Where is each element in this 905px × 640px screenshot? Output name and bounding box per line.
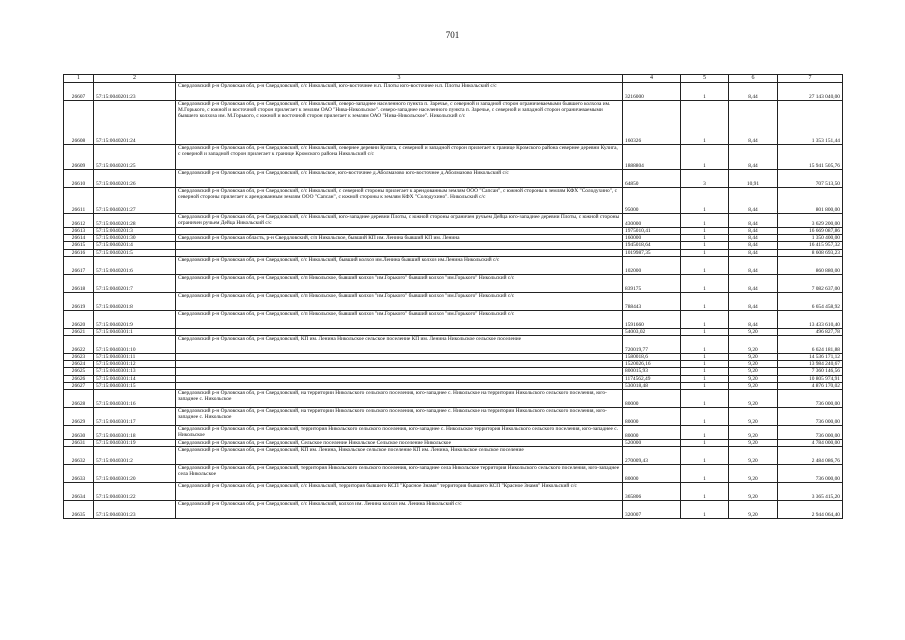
register-table: [63, 74, 843, 519]
area-value: 102000: [623, 256, 681, 274]
area-value: 160000: [623, 235, 681, 242]
rate-value: 9,20: [729, 440, 778, 447]
area-value: 1019987,35: [623, 249, 681, 256]
quality-group: 1: [681, 361, 729, 368]
row-number: 26607: [64, 83, 94, 101]
column-header-6: 6: [729, 75, 778, 83]
cadastral-number: 57:15:0040301:15: [94, 382, 176, 389]
location-description: [176, 354, 623, 361]
area-value: 720019,77: [623, 336, 681, 354]
location-description: [176, 382, 623, 389]
row-number: 26614: [64, 235, 94, 242]
row-number: 26613: [64, 228, 94, 235]
quality-group: 3: [681, 170, 729, 188]
area-value: 1591660: [623, 310, 681, 328]
cadastral-number: 57:15:0040301:19: [94, 440, 176, 447]
column-header-row: [64, 75, 843, 83]
row-number: 26619: [64, 292, 94, 310]
cadastral-number: 57:15:0040201:9: [94, 310, 176, 328]
table-row: [64, 145, 843, 170]
location-description: Свердловский р-н Орловская обл, р-н Свердловский, с/с Никольский, территория бывшего КСП "Красное Знамя" территория бывшего КСП "Красное Знамя" Никольский с/с: [176, 483, 623, 501]
page-number: 701: [445, 30, 460, 40]
area-value: 1174562,49: [623, 375, 681, 382]
rate-value: 8,44: [729, 242, 778, 249]
quality-group: 1: [681, 101, 729, 145]
location-description: Свердловский р-н Орловская область, р-н Свердловский, с/п Никольское, бывший КП им. Ленина бывший КП им. Ленина: [176, 235, 623, 242]
table-row: [64, 274, 843, 292]
rate-value: 8,44: [729, 188, 778, 214]
table-row: [64, 483, 843, 501]
table-row: [64, 465, 843, 483]
rate-value: 9,20: [729, 375, 778, 382]
cadastral-value: 7 082 637,00: [778, 274, 843, 292]
rate-value: 9,20: [729, 483, 778, 501]
cadastral-number: 57:15:0040201:28: [94, 214, 176, 228]
cadastral-value: 4 784 000,00: [778, 440, 843, 447]
location-description: Свердловский р-н Орловская обл, р-н Свердловский, КП им. Ленина Никольское сельское поселение КП им. Ленина Никольское сельское поселение: [176, 336, 623, 354]
row-number: 26615: [64, 242, 94, 249]
location-description: [176, 368, 623, 375]
table-row: [64, 170, 843, 188]
area-value: 64850: [623, 170, 681, 188]
cadastral-value: 13 984 240,67: [778, 361, 843, 368]
rate-value: 8,44: [729, 235, 778, 242]
quality-group: 1: [681, 249, 729, 256]
cadastral-number: 57:15:0040201:5: [94, 249, 176, 256]
cadastral-value: 860 880,00: [778, 256, 843, 274]
quality-group: 1: [681, 328, 729, 335]
area-value: 1580018,6: [623, 354, 681, 361]
quality-group: 1: [681, 426, 729, 440]
cadastral-value: 736 000,00: [778, 465, 843, 483]
cadastral-value: 3 365 415,20: [778, 483, 843, 501]
cadastral-value: 736 000,00: [778, 408, 843, 426]
area-value: 1945018,64: [623, 242, 681, 249]
area-value: 365806: [623, 483, 681, 501]
table-row: [64, 447, 843, 465]
row-number: 26623: [64, 354, 94, 361]
quality-group: 1: [681, 465, 729, 483]
area-value: 839175: [623, 274, 681, 292]
rate-value: 9,20: [729, 390, 778, 408]
rate-value: 8,44: [729, 249, 778, 256]
location-description: Свердловский р-н Орловская обл, р-н Свердловский, на территории Никольского сельского поселения, юго-западнее с. Никольское на территории Никольского сельского поселения, юго-западнее с. Никольское: [176, 408, 623, 426]
area-value: 800015,93: [623, 368, 681, 375]
location-description: [176, 361, 623, 368]
rate-value: 9,20: [729, 361, 778, 368]
quality-group: 1: [681, 214, 729, 228]
cadastral-value: 16 669 087,86: [778, 228, 843, 235]
row-number: 26618: [64, 274, 94, 292]
row-number: 26609: [64, 145, 94, 170]
table-row: [64, 426, 843, 440]
location-description: [176, 228, 623, 235]
cadastral-value: 707 513,50: [778, 170, 843, 188]
cadastral-value: 10 805 974,91: [778, 375, 843, 382]
rate-value: 8,44: [729, 292, 778, 310]
rate-value: 9,20: [729, 336, 778, 354]
cadastral-number: 57:15:0040201:8: [94, 292, 176, 310]
row-number: 26610: [64, 170, 94, 188]
cadastral-value: 16 415 957,32: [778, 242, 843, 249]
location-description: [176, 328, 623, 335]
area-value: 54003,02: [623, 328, 681, 335]
table-row: [64, 228, 843, 235]
row-number: 26635: [64, 501, 94, 519]
area-value: 3216000: [623, 83, 681, 101]
area-value: 320007: [623, 501, 681, 519]
quality-group: 1: [681, 292, 729, 310]
location-description: Свердловский р-н Орловская обл, р-н Свердловский, с/п Никольское, бывший колхоз "им.Горького" бывший колхоз "им.Горького" Никольский с/с: [176, 274, 623, 292]
quality-group: 1: [681, 235, 729, 242]
cadastral-number: 57:15:0040301:20: [94, 465, 176, 483]
rate-value: 9,20: [729, 465, 778, 483]
rate-value: 9,20: [729, 382, 778, 389]
cadastral-value: 496 827,78: [778, 328, 843, 335]
location-description: Свердловский р-н Орловская обл, р-н Свердловский, с/с Никольский, юго-восточнее н.п. Плоты юго-восточнее н.п. Плоты Никольский с/с: [176, 83, 623, 101]
location-description: Свердловский р-н Орловская обл, р-н Свердловский, с/с Никольский, северо-западнее населенного пункта п. Заречье, с северной и западной сторон ограничеваемыми бывшего колхоза им. М.Горького, с южной и восточной сторон прилегает к землям ОАО "Нива-Никольское". северо-западнее населенного пункта п. Заречье, с северной и западной сторон ограничеваемыми бывшего колхоза им. М.Горького, с южной и восточной сторон прилегает к землям ОАО "Нива-Никольское". Никольский с/с: [176, 101, 623, 145]
row-number: 26625: [64, 368, 94, 375]
table-row: [64, 390, 843, 408]
table-row: [64, 83, 843, 101]
table-row: [64, 375, 843, 382]
quality-group: 1: [681, 375, 729, 382]
location-description: Свердловский р-н Орловская обл, р-н Свердловский, с/п Никольское, бывший колхоз "им.Горького" бывший колхоз "им.Горького" Никольский с/с: [176, 310, 623, 328]
area-value: 530018,48: [623, 382, 681, 389]
cadastral-number: 57:15:0040301:10: [94, 336, 176, 354]
row-number: 26626: [64, 375, 94, 382]
cadastral-number: 57:15:0040301:18: [94, 426, 176, 440]
rate-value: 9,20: [729, 426, 778, 440]
cadastral-value: 1 353 151,44: [778, 101, 843, 145]
quality-group: 1: [681, 228, 729, 235]
table-row: [64, 361, 843, 368]
location-description: Свердловский р-н Орловская обл, р-н Свердловский, КП им. Ленина, Никольское сельское поселение КП им. Ленина, Никольское сельское поселение: [176, 447, 623, 465]
rate-value: 9,20: [729, 408, 778, 426]
cadastral-value: 6 654 458,92: [778, 292, 843, 310]
cadastral-value: 2 484 086,76: [778, 447, 843, 465]
row-number: 26620: [64, 310, 94, 328]
quality-group: 1: [681, 408, 729, 426]
table-row: [64, 336, 843, 354]
cadastral-number: 57:15:0040301:17: [94, 408, 176, 426]
area-value: 1520026,16: [623, 361, 681, 368]
rate-value: 8,44: [729, 145, 778, 170]
table-row: [64, 501, 843, 519]
column-header-1: 1: [64, 75, 94, 83]
quality-group: 1: [681, 145, 729, 170]
row-number: 26624: [64, 361, 94, 368]
row-number: 26612: [64, 214, 94, 228]
location-description: Свердловский р-н Орловская обл, р-н Свердловский, на территории Никольского сельского поселения, юго-западнее с. Никольское на территории Никольского сельского поселения, юго-западнее с. Никольское: [176, 390, 623, 408]
rate-value: 8,44: [729, 214, 778, 228]
table-row: [64, 242, 843, 249]
table-row: [64, 292, 843, 310]
cadastral-value: 7 360 146,56: [778, 368, 843, 375]
row-number: 26631: [64, 440, 94, 447]
quality-group: 1: [681, 382, 729, 389]
rate-value: 9,20: [729, 354, 778, 361]
table-row: [64, 256, 843, 274]
cadastral-number: 57:15:0040201:24: [94, 101, 176, 145]
table-row: [64, 354, 843, 361]
row-number: 26632: [64, 447, 94, 465]
area-value: 80000: [623, 426, 681, 440]
column-header-3: 3: [176, 75, 623, 83]
row-number: 26611: [64, 188, 94, 214]
location-description: Свердловский р-н Орловская обл, р-н Свердловский, Сельское поселение Никольское Сельское поселение Никольское: [176, 440, 623, 447]
area-value: 1888804: [623, 145, 681, 170]
quality-group: 1: [681, 256, 729, 274]
area-value: 520000: [623, 440, 681, 447]
table-row: [64, 440, 843, 447]
rate-value: 9,20: [729, 501, 778, 519]
cadastral-number: 57:15:0040201:6: [94, 256, 176, 274]
cadastral-value: 736 000,00: [778, 390, 843, 408]
row-number: 26608: [64, 101, 94, 145]
table-row: [64, 249, 843, 256]
cadastral-value: 2 944 064,40: [778, 501, 843, 519]
cadastral-number: 57:15:0040301:11: [94, 354, 176, 361]
location-description: [176, 249, 623, 256]
cadastral-value: 736 000,00: [778, 426, 843, 440]
column-header-2: 2: [94, 75, 176, 83]
table-row: [64, 188, 843, 214]
quality-group: 1: [681, 242, 729, 249]
area-value: 160326: [623, 101, 681, 145]
cadastral-value: 27 143 040,00: [778, 83, 843, 101]
area-value: 430000: [623, 214, 681, 228]
area-value: 1975010,41: [623, 228, 681, 235]
area-value: 788443: [623, 292, 681, 310]
table-row: [64, 214, 843, 228]
cadastral-number: 57:15:0040201:3: [94, 228, 176, 235]
table-row: [64, 310, 843, 328]
table-row: [64, 101, 843, 145]
quality-group: 1: [681, 501, 729, 519]
area-value: 80000: [623, 465, 681, 483]
quality-group: 1: [681, 310, 729, 328]
location-description: Свердловский р-н Орловская обл, р-н Свердловский, с/с Никольский, колхоз им. Ленина колхоз им. Ленина Никольский с/с: [176, 501, 623, 519]
cadastral-number: 57:15:0040301:13: [94, 368, 176, 375]
location-description: Свердловский р-н Орловская обл, р-н Свердловский, с/с Никольский, с северной стороны прилегает к арендованным землям ООО "Сапсан", с южной стороны к землям КФХ "Солодухино", с северной стороны прилегает к арендованным землям ООО "Сапсан", с южной стороны к землям КФХ "Солодухино". Никольский с/с: [176, 188, 623, 214]
table-row: [64, 328, 843, 335]
cadastral-value: 1 350 400,00: [778, 235, 843, 242]
cadastral-number: 57:15:0040201:4: [94, 242, 176, 249]
area-value: 80000: [623, 390, 681, 408]
row-number: 26628: [64, 390, 94, 408]
location-description: Свердловский р-н Орловская обл, р-н Свердловский, с/п Никольское, бывший колхоз "им.Горького" бывший колхоз "им.Горького" Никольский с/с: [176, 292, 623, 310]
cadastral-number: 57:15:0040301:23: [94, 501, 176, 519]
cadastral-number: 57:15:0040201:30: [94, 235, 176, 242]
cadastral-number: 57:15:0040301:14: [94, 375, 176, 382]
rate-value: 8,44: [729, 228, 778, 235]
rate-value: 8,44: [729, 274, 778, 292]
location-description: [176, 242, 623, 249]
quality-group: 1: [681, 354, 729, 361]
rate-value: 9,20: [729, 447, 778, 465]
rate-value: 8,44: [729, 83, 778, 101]
location-description: Свердловский р-н Орловская обл, р-н Свердловский, территория Никольского сельского поселения, юго-западнее с. Никольское территория Никольского сельского поселения, юго-западнее с. Никольское: [176, 426, 623, 440]
rate-value: 8,44: [729, 256, 778, 274]
table-row: [64, 235, 843, 242]
area-value: 80000: [623, 408, 681, 426]
location-description: Свердловский р-н Орловская обл, р-н Свердловский, с/с Никольский, бывший колхоз им.Ленина бывший колхоз им.Ленина Никольский с/с: [176, 256, 623, 274]
row-number: 26627: [64, 382, 94, 389]
column-header-7: 7: [778, 75, 843, 83]
rate-value: 9,20: [729, 368, 778, 375]
location-description: Свердловский р-н Орловская обл, р-н Свердловский, территория Никольского сельского поселения, юго-западнее села Никольское территория Никольского сельского поселения, юго-западнее села Никольское: [176, 465, 623, 483]
quality-group: 1: [681, 188, 729, 214]
row-number: 26621: [64, 328, 94, 335]
cadastral-number: 57:15:0040201:26: [94, 170, 176, 188]
cadastral-value: 3 629 200,00: [778, 214, 843, 228]
cadastral-number: 57:15:0040301:22: [94, 483, 176, 501]
cadastral-value: 4 876 170,02: [778, 382, 843, 389]
quality-group: 1: [681, 368, 729, 375]
cadastral-number: 57:15:0040301:12: [94, 361, 176, 368]
row-number: 26633: [64, 465, 94, 483]
quality-group: 1: [681, 440, 729, 447]
table-row: [64, 368, 843, 375]
quality-group: 1: [681, 447, 729, 465]
column-header-5: 5: [681, 75, 729, 83]
rate-value: 9,20: [729, 328, 778, 335]
quality-group: 1: [681, 483, 729, 501]
rate-value: 10,91: [729, 170, 778, 188]
rate-value: 8,44: [729, 310, 778, 328]
cadastral-number: 57:15:0040201:27: [94, 188, 176, 214]
cadastral-value: 14 536 171,12: [778, 354, 843, 361]
row-number: 26629: [64, 408, 94, 426]
cadastral-number: 57:15:0040301:2: [94, 447, 176, 465]
quality-group: 1: [681, 274, 729, 292]
cadastral-number: 57:15:0040201:23: [94, 83, 176, 101]
location-description: Свердловский р-н Орловская обл, р-н Свердловский, с/с Никольский, юго-западнее деревни Плоты, с южной стороны ограничен ручьем Дейца юго-западнее деревни Плоты, с южной стороны ограничен ручьем Дейца Никольский с/с: [176, 214, 623, 228]
table-row: [64, 408, 843, 426]
quality-group: 1: [681, 336, 729, 354]
column-header-4: 4: [623, 75, 681, 83]
row-number: 26630: [64, 426, 94, 440]
row-number: 26616: [64, 249, 94, 256]
area-value: 270009,43: [623, 447, 681, 465]
quality-group: 1: [681, 390, 729, 408]
cadastral-number: 57:15:0040301:16: [94, 390, 176, 408]
area-value: 95000: [623, 188, 681, 214]
location-description: Свердловский р-н Орловская обл, р-н Свердловский, с/с Никольский, севернее деревни Кулига, с северной и западной сторон прилегает к границе Кромского района севернее деревни Кулига, с северной и западной сторон прилегает к границе Кромского района Никольский с/с: [176, 145, 623, 170]
row-number: 26622: [64, 336, 94, 354]
row-number: 26634: [64, 483, 94, 501]
cadastral-number: 57:15:0040201:25: [94, 145, 176, 170]
location-description: [176, 375, 623, 382]
cadastral-value: 6 624 181,88: [778, 336, 843, 354]
cadastral-value: 8 608 693,23: [778, 249, 843, 256]
cadastral-value: 801 800,00: [778, 188, 843, 214]
row-number: 26617: [64, 256, 94, 274]
rate-value: 8,44: [729, 101, 778, 145]
quality-group: 1: [681, 83, 729, 101]
cadastral-value: 13 433 610,40: [778, 310, 843, 328]
cadastral-number: 57:15:0040201:7: [94, 274, 176, 292]
cadastral-value: 15 941 505,76: [778, 145, 843, 170]
location-description: Свердловский р-н Орловская обл, р-н Свердловский, с/с Никольское, юго-восточнее д.Аболмазово юго-восточнее д.Аболмазово Никольский с/с: [176, 170, 623, 188]
cadastral-number: 57:15:0040301:1: [94, 328, 176, 335]
table-row: [64, 382, 843, 389]
